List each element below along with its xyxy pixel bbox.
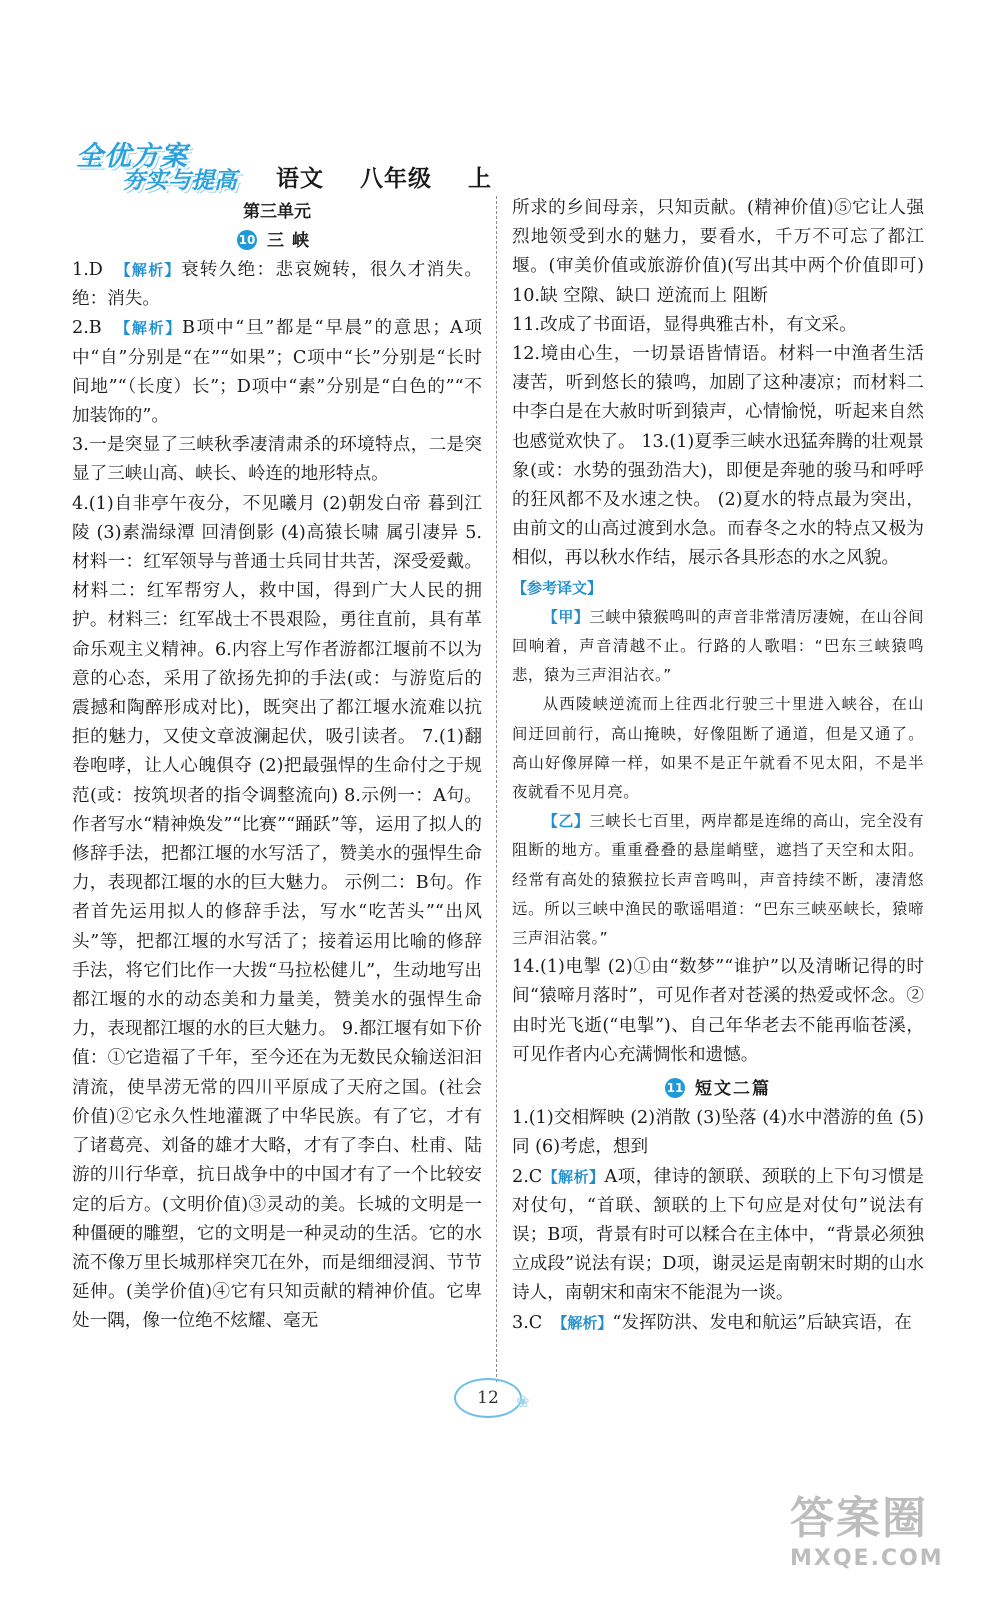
translation-yi: 【乙】三峡长七百里，两岸都是连绵的高山，完全没有阻断的地方。重重叠叠的悬崖峭壁，遮挡了天空和太阳。经常有高处的猿猴拉长声音鸣叫，声音持续不断，凄清悠远。所以三峡中渔民的歌谣唱道：“巴东三峡巫峡长，猿啼三声泪沾裳。” <box>512 812 924 948</box>
answer-q11: 11.改成了书面语，显得典雅古朴，有文采。 <box>512 314 857 335</box>
answer-q9-cont: 所求的乡间母亲，只知贡献。(精神价值)⑤它让人强烈地领受到水的魅力，要看水，千万不可忘了都江堰。(审美价值或旅游价值)(写出其中两个价值即可) 10.缺 空隙、缺口 逆流而上 阻断 <box>512 198 924 306</box>
answer-q2: 2.B 【解析】B项中“旦”都是“早晨”的意思；A项中“自”分别是“在”“如果”；C项中“长”分别是“长时间地”“（长度）长”；D项中“素”分别是“白色的”“不加装饰的”。 <box>72 318 482 427</box>
analysis-tag: 【解析】 <box>559 1313 613 1332</box>
lesson-number-badge: 10 <box>237 230 257 250</box>
lesson-title: 三峡 <box>267 231 317 251</box>
logo-line1: 全优方案 <box>76 141 188 172</box>
jia-tag: 【甲】 <box>542 607 590 626</box>
lesson-number-badge: 11 <box>665 1078 685 1098</box>
lesson-title: 短文二篇 <box>695 1079 771 1100</box>
left-column <box>72 198 482 1337</box>
yi-tag: 【乙】 <box>542 812 590 831</box>
answer-q1: 1.D 【解析】衰转久绝：悲哀婉转，很久才消失。绝：消失。 <box>72 260 482 310</box>
watermark-logo-text: 答案圈 <box>790 1493 928 1544</box>
answer-l2-q3: 3.C 【解析】“发挥防洪、发电和航运”后缺宾语，在 <box>512 1312 912 1333</box>
site-watermark <box>790 1492 980 1592</box>
answer-q3: 3.一是突显了三峡秋季凄清肃杀的环境特点，二是突显了三峡山高、峡长、岭连的地形特点。 <box>72 435 482 485</box>
page-header-title: 语文 八年级 上 <box>276 166 493 192</box>
reference-translation-tag: 【参考译文】 <box>512 578 603 597</box>
analysis-tag: 【解析】 <box>123 261 181 279</box>
answer-q12-q13: 12.境由心生，一切景语皆情语。材料一中渔者生活凄苦，听到悠长的猿鸣，加剧了这种凄凉；而材料二中李白是在大赦时听到猿声，心情愉悦，听起来自然也感觉欢快了。 13.(1)夏季三峡水迅猛奔腾的壮观景象(或：水势的强劲浩大)，即便是奔驰的骏马和呼呼的狂风都不及水速之快。 (2)夏水的特点最为突出，由前文的山高过渡到水急。而春冬之水的特点又极为相似，再以秋水作结，展示各具形态的水之风貌。 <box>512 344 924 569</box>
column-divider <box>496 196 497 1382</box>
answer-l2-q1: 1.(1)交相辉映 (2)消散 (3)坠落 (4)水中潜游的鱼 (5)同 (6)考虑，想到 <box>512 1108 924 1158</box>
analysis-tag: 【解析】 <box>122 319 183 338</box>
watermark-url: MXQE.COM <box>790 1546 944 1571</box>
answer-q14: 14.(1)电掣 (2)①由“数梦”“谁护”以及清晰记得的时间“猿啼月落时”，可见作者对苍溪的热爱或怀念。②由时光飞逝(“电掣”)、自己年华老去不能再临苍溪，可见作者内心充满惆怅和遗憾。 <box>512 957 924 1065</box>
series-logo <box>76 132 252 194</box>
analysis-tag: 【解析】 <box>542 1167 605 1186</box>
answer-q4-q9: 4.(1)自非亭午夜分，不见曦月 (2)朝发白帝 暮到江陵 (3)素湍绿潭 回清倒影 (4)高猿长啸 属引凄异 5.材料一：红军领导与普通士兵同甘共苦，深受爱戴。材料二：红军帮穷人，救中国，得到广大人民的拥护。材料三：红军战士不畏艰险，勇往直前，具有革命乐观主义精神。6.内容上写作者游都江堰前不以为意的心态，采用了欲扬先抑的手法(或：与游览后的震撼和陶醉形成对比)，既突出了都江堰水流难以抗拒的魅力，又使文章波澜起伏，吸引读者。 7.(1)翻卷咆哮，让人心魄俱夺 (2)把最强悍的生命付之于规范(或：按筑坝者的指令调整流向) 8.示例一：A句。作者写水“精神焕发”“比赛”“踊跃”等，运用了拟人的修辞手法，把都江堰的水写活了，赞美水的强悍生命力，表现都江堰的水的巨大魅力。 示例二：B句。作者首先运用拟人的修辞手法，写水“吃苦头”“出风头”等，把都江堰的水写活了；接着运用比喻的修辞手法，将它们比作一大拨“马拉松健儿”，生动地写出都江堰的水的动态美和力量美，赞美水的强悍生命力，表现都江堰的水的巨大魅力。 9.都江堰有如下价值：①它造福了千年，至今还在为无数民众输送汩汩清流，使旱涝无常的四川平原成了天府之国。(社会价值)②它永久性地灌溉了中华民族。有了它，才有了诸葛亮、刘备的雄才大略，才有了李白、杜甫、陆游的川行华章，抗日战争中的中国才有了一个比较安定的后方。(文明价值)③灵动的美。长城的文明是一种僵硬的雕塑，它的文明是一种灵动的生活。它的水流不像万里长城那样突兀在外，而是细细浸润、节节延伸。(美学价值)④它有只知贡献的精神价值。它卑处一隅，像一位绝不炫耀、毫无 <box>72 493 482 1332</box>
right-column <box>512 194 924 1338</box>
swirl-decoration-icon: ❀ <box>516 1392 530 1411</box>
page-number: 12 <box>454 1378 522 1418</box>
translation-jia: 【甲】三峡中猿猴鸣叫的声音非常清厉凄婉，在山谷间回响着，声音清越不止。行路的人歌唱：“巴东三峡猿鸣悲，猿为三声泪沾衣。” <box>512 607 924 685</box>
unit-title: 第三单元 <box>243 202 311 222</box>
logo-line2: 夯实与提高 <box>122 168 237 194</box>
lesson-heading-duanwen <box>512 1074 924 1104</box>
answer-l2-q2: 2.C【解析】A项，律诗的颔联、颈联的上下句习惯是对仗句，“首联、颔联的上下句应是对仗句”说法有误；B项，背景有时可以糅合在主体中，“背景必须独立成段”说法有误；D项，谢灵运是南朝宋时期的山水诗人，南朝宋和南宋不能混为一谈。 <box>512 1166 924 1304</box>
translation-jia-2: 从西陵峡逆流而上往西北行驶三十里进入峡谷，在山间迂回前行，高山掩映，好像阻断了通道，但是又通了。高山好像屏障一样，如果不是正午就看不见太阳，不是半夜就看不见月亮。 <box>512 695 924 802</box>
lesson-heading-sanxia <box>72 226 482 256</box>
